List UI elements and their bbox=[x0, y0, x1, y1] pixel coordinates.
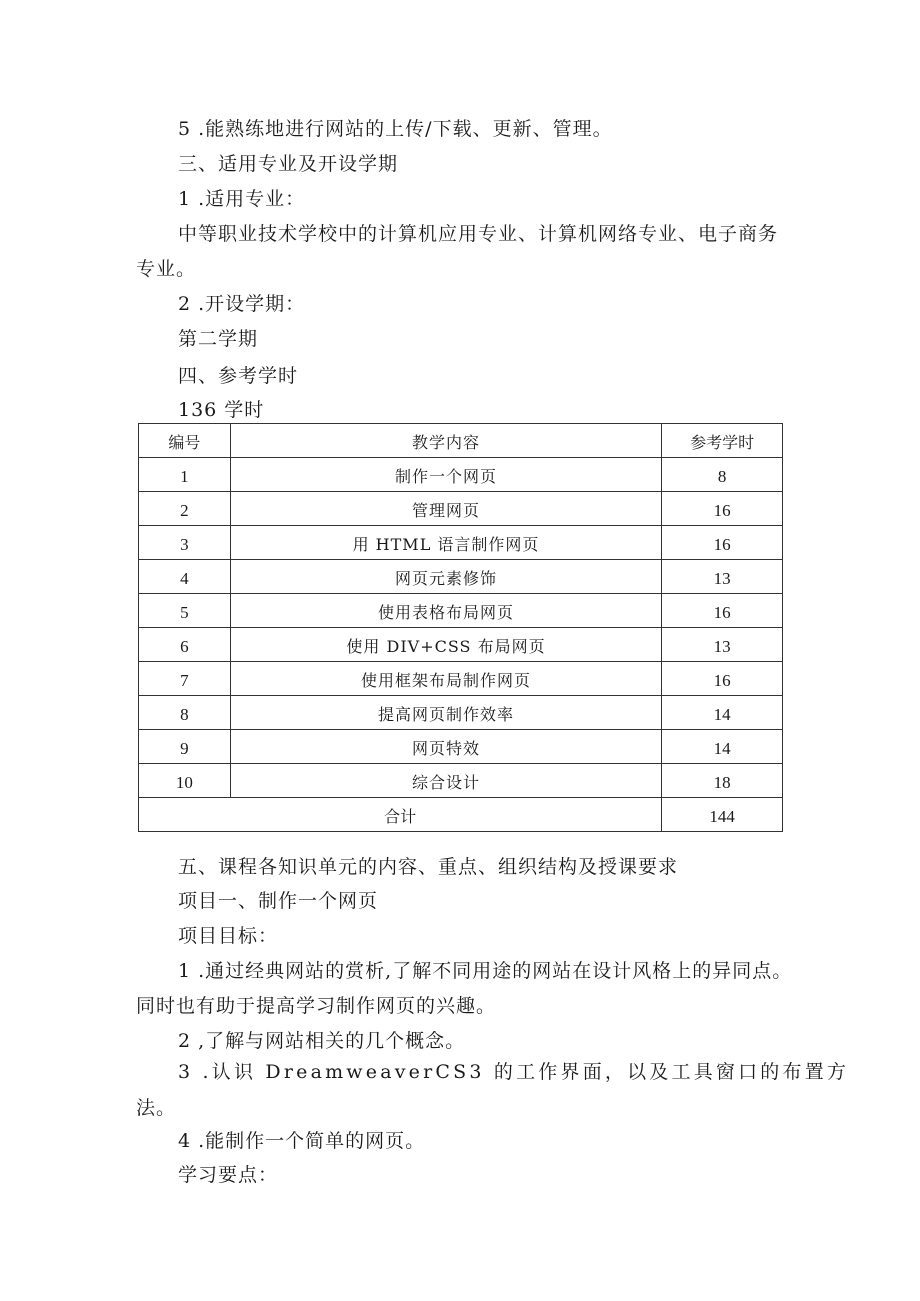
table-cell-content: 网页元素修饰 bbox=[230, 560, 661, 594]
table-cell-hours: 13 bbox=[662, 560, 783, 594]
table-cell-no: 2 bbox=[139, 492, 231, 526]
paragraph: 136 学时 bbox=[178, 399, 265, 421]
table-cell-hours: 13 bbox=[662, 628, 783, 662]
table-cell-hours: 16 bbox=[662, 526, 783, 560]
table-row bbox=[139, 560, 783, 594]
paragraph: 1 .通过经典网站的赏析,了解不同用途的网站在设计风格上的异同点。 bbox=[178, 960, 793, 982]
paragraph: 2 ,了解与网站相关的几个概念。 bbox=[178, 1030, 466, 1052]
table-row bbox=[139, 458, 783, 492]
table-cell-hours: 14 bbox=[662, 696, 783, 730]
paragraph: 1 .适用专业： bbox=[178, 188, 306, 210]
section-heading: 四、参考学时 bbox=[178, 365, 299, 387]
table-cell-no: 3 bbox=[139, 526, 231, 560]
table-total-row bbox=[139, 798, 783, 832]
table-cell-hours: 16 bbox=[662, 662, 783, 696]
table-row bbox=[139, 492, 783, 526]
section-heading: 五、课程各知识单元的内容、重点、组织结构及授课要求 bbox=[178, 856, 679, 878]
table-row bbox=[139, 526, 783, 560]
table-cell-hours: 16 bbox=[662, 594, 783, 628]
table-row bbox=[139, 662, 783, 696]
paragraph: 法。 bbox=[136, 1097, 177, 1119]
table-header-cell: 教学内容 bbox=[230, 424, 661, 458]
table-cell-no: 1 bbox=[139, 458, 231, 492]
paragraph: 项目目标： bbox=[178, 925, 279, 947]
paragraph: 第二学期 bbox=[178, 328, 259, 350]
table-cell-no: 4 bbox=[139, 560, 231, 594]
table-header-row bbox=[139, 424, 783, 458]
paragraph: 同时也有助于提高学习制作网页的兴趣。 bbox=[136, 995, 497, 1017]
paragraph: 2 .开设学期： bbox=[178, 293, 306, 315]
subsection-heading: 项目一、制作一个网页 bbox=[178, 890, 379, 912]
course-hours-table bbox=[138, 423, 783, 832]
table-cell-no: 7 bbox=[139, 662, 231, 696]
table-cell-hours: 14 bbox=[662, 730, 783, 764]
table-row bbox=[139, 628, 783, 662]
table-row bbox=[139, 696, 783, 730]
paragraph: 5 .能熟练地进行网站的上传/下载、更新、管理。 bbox=[178, 118, 613, 140]
table-cell-hours: 18 bbox=[662, 764, 783, 798]
table-cell-content: 使用框架布局制作网页 bbox=[230, 662, 661, 696]
table-header-cell: 参考学时 bbox=[662, 424, 783, 458]
paragraph: 专业。 bbox=[136, 258, 197, 280]
paragraph: 4 .能制作一个简单的网页。 bbox=[178, 1130, 426, 1152]
section-heading: 三、适用专业及开设学期 bbox=[178, 153, 399, 175]
table-cell-no: 8 bbox=[139, 696, 231, 730]
table-cell-content: 管理网页 bbox=[230, 492, 661, 526]
table-cell-content: 综合设计 bbox=[230, 764, 661, 798]
table-row bbox=[139, 594, 783, 628]
table-cell-content: 网页特效 bbox=[230, 730, 661, 764]
table-row bbox=[139, 764, 783, 798]
table-cell-no: 5 bbox=[139, 594, 231, 628]
paragraph: 学习要点： bbox=[178, 1164, 279, 1186]
table-total-label: 合计 bbox=[139, 798, 662, 832]
table-header-cell: 编号 bbox=[139, 424, 231, 458]
table-cell-no: 6 bbox=[139, 628, 231, 662]
table-cell-content: 制作一个网页 bbox=[230, 458, 661, 492]
table-cell-content: 用 HTML 语言制作网页 bbox=[230, 526, 661, 560]
table-cell-content: 使用 DIV+CSS 布局网页 bbox=[230, 628, 661, 662]
table-total-hours: 144 bbox=[662, 798, 783, 832]
table-cell-no: 9 bbox=[139, 730, 231, 764]
table-row bbox=[139, 730, 783, 764]
table-cell-hours: 8 bbox=[662, 458, 783, 492]
table-cell-content: 使用表格布局网页 bbox=[230, 594, 661, 628]
paragraph: 3 .认识 DreamweaverCS3 的工作界面，以及工具窗口的布置方 bbox=[178, 1061, 850, 1083]
paragraph: 中等职业技术学校中的计算机应用专业、计算机网络专业、电子商务 bbox=[178, 223, 779, 245]
table-cell-no: 10 bbox=[139, 764, 231, 798]
table-cell-content: 提高网页制作效率 bbox=[230, 696, 661, 730]
table-cell-hours: 16 bbox=[662, 492, 783, 526]
